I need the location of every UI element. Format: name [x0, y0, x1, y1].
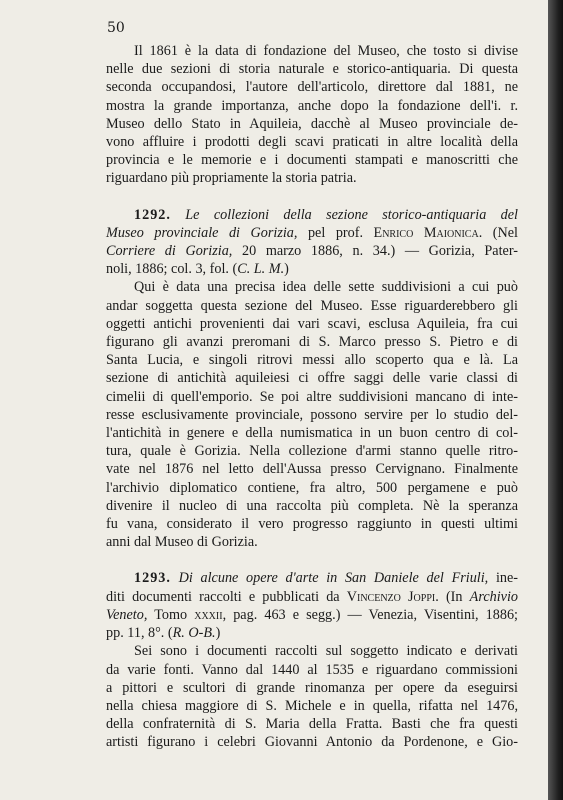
text-line: fu vana, considerato il vero progresso raggiunto in questi ultimi [106, 516, 518, 533]
text-line: vono affluire i prodotti degli scavi praticati in altre località della [106, 134, 518, 151]
text-line: divenire il nucleo di una raccolta più completa. Nè la speranza [106, 497, 518, 514]
page-text [106, 42, 518, 752]
entry-title: Le collezioni della sezione storico-antiquaria del [185, 206, 518, 223]
text-line: vate nel 1876 nel letto dell'Aussa presso Cervignano. Finalmente [106, 461, 518, 478]
entry-volume: xxxii [194, 606, 223, 623]
entry-heading-line: Veneto, Tomo xxxii, pag. 463 e segg.) — Venezia, Visentini, 1886; [106, 606, 518, 623]
entry-author: Vincenzo Joppi [346, 588, 436, 605]
bibliography-entry-1292 [106, 206, 518, 552]
text-line: seconda occupandosi, l'autore dell'articolo, direttore dal 1881, ne [106, 79, 518, 96]
text-line: provincia e le memorie e i documenti stampati e manoscritti che [106, 152, 518, 169]
text-line: riguardano più propriamente la storia patria. [106, 170, 357, 187]
text-line: figurano gli avanzi preromani di S. Marco presso S. Pietro e di [106, 334, 518, 351]
text-line: Sei sono i documenti raccolti sul soggetto indicato e derivati [134, 643, 518, 660]
entry-publication: Corriere di Gorizia, [106, 243, 233, 260]
entry-heading-line: 1293. Di alcune opere d'arte in San Daniele del Friuli, ine- [134, 570, 518, 587]
entry-signature: R. O-B. [172, 625, 216, 642]
entry-signature: C. L. M. [237, 261, 285, 278]
entry-publication: Archivio [469, 588, 518, 605]
intro-paragraph [106, 42, 518, 188]
entry-body [106, 642, 518, 751]
entry-number: 1293. [134, 570, 171, 587]
text-line: anni dal Museo di Gorizia. [106, 534, 258, 551]
entry-heading-line: Museo provinciale di Gorizia, pel prof. Enrico Maionica. (Nel [106, 224, 518, 241]
text-line: andar soggetta questa sezione del Museo. Esse riguarderebbero gli [106, 297, 518, 314]
text-line: Museo dello Stato in Aquileia, dacchè al Museo provinciale de- [106, 115, 518, 132]
entry-heading-line: pp. 11, 8°. (R. O-B.) [106, 625, 221, 642]
entry-number: 1292. [134, 206, 171, 223]
entry-body [106, 278, 518, 551]
text-line: mostra la grande importanza, anche dopo la fondazione dell'i. r. [106, 97, 518, 114]
entry-heading-line: diti documenti raccolti e pubblicati da Vincenzo Joppi. (In Archivio [106, 588, 518, 605]
text-line: a pittori e scultori di grande rinomanza per opere da eseguirsi [106, 679, 518, 696]
entry-heading-line [106, 206, 518, 224]
text-line: tura, quale è Gorizia. Nella collezione d'armi stanno quelle ritro- [106, 443, 518, 460]
text-line: l'archivio diplomatico contiene, fra altro, 500 pergamene e può [106, 479, 518, 496]
text-line: Santa Lucia, e singoli ritrovi messi allo scoperto qua e là. La [106, 352, 518, 369]
text-line: sezione di antichità aquileiesi ci offre saggi delle varie classi di [106, 370, 518, 387]
text-line: cimelii di quell'emporio. Se poi altre suddivisioni mancano di inte- [106, 388, 518, 405]
text-line: da varie fonti. Vanno dal 1440 al 1535 e riguardano commissioni [106, 661, 518, 678]
text-line: nelle due sezioni di storia naturale e storico-antiquaria. Di questa [106, 61, 518, 78]
text-line: Qui è data una precisa idea delle sette suddivisioni a cui può [134, 279, 518, 296]
text-line: oggetti antichi provenienti dai vari scavi, esclusa Aquileia, fra cui [106, 315, 518, 332]
text-line: della confraternità di S. Maria della Fratta. Basti che fra questi [106, 716, 518, 733]
text-line: Il 1861 è la data di fondazione del Museo, che tosto si divise [134, 43, 518, 59]
text-line: resse esclusivamente provinciale, possono servire per lo studio del- [106, 406, 518, 423]
page-edge-shadow [548, 0, 563, 800]
entry-heading-line: Corriere di Gorizia, 20 marzo 1886, n. 34.) — Gorizia, Pater- [106, 243, 518, 260]
page-number: 50 [107, 20, 125, 36]
text-line: artisti figurano i celebri Giovanni Antonio da Pordenone, e Gio- [106, 734, 518, 751]
bibliography-entry-1293 [106, 569, 518, 751]
entry-publication: Veneto, [106, 606, 148, 623]
entry-heading-line: noli, 1886; col. 3, fol. (C. L. M.) [106, 261, 289, 278]
text-line: nella chiesa maggiore di S. Michele e in quella, rifatta nel 1476, [106, 697, 518, 714]
text-line: l'antichità in genere e della numismatica in un buon centro di col- [106, 425, 518, 442]
entry-title: Museo provinciale di Gorizia, [106, 224, 298, 241]
entry-author: Enrico Maionica [373, 224, 479, 241]
entry-title: Di alcune opere d'arte in San Daniele del Friuli, [178, 570, 489, 587]
